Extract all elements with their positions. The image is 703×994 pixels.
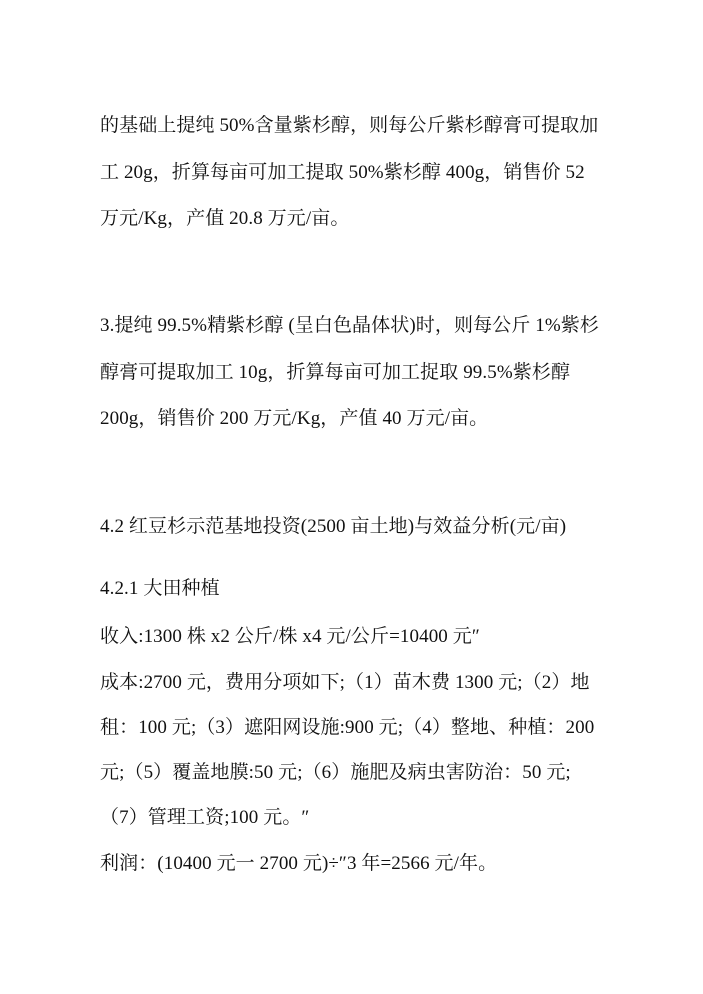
cost-line-1: 成本:2700 元，费用分项如下;（1）苗木费 1300 元;（2）地 [100,672,590,693]
paragraph-1-line-2: 工 20g，折算每亩可加工提取 50%紫杉醇 400g，销售价 52 [100,162,585,183]
paragraph-1-line-1: 的基础上提纯 50%含量紫杉醇，则每公斤紫杉醇膏可提取加 [100,115,599,136]
section-heading: 4.2 红豆杉示范基地投资(2500 亩土地)与效益分析(元/亩) [100,516,567,537]
subsection-heading: 4.2.1 大田种植 [100,578,220,599]
cost-line-3: 元;（5）覆盖地膜:50 元;（6）施肥及病虫害防治：50 元; [100,762,571,783]
profit-line: 利润：(10400 元一 2700 元)÷″3 年=2566 元/年。 [100,853,498,874]
paragraph-2-line-1: 3.提纯 99.5%精紫杉醇 (呈白色晶体状)时，则每公斤 1%紫杉 [100,315,599,336]
cost-line-2: 租：100 元;（3）遮阳网设施:900 元;（4）整地、种植：200 [100,717,595,738]
cost-line-4: （7）管理工资;100 元。″ [100,807,310,828]
income-line: 收入:1300 株 x2 公斤/株 x4 元/公斤=10400 元″ [100,626,480,647]
paragraph-1-line-3: 万元/Kg，产值 20.8 万元/亩。 [100,208,350,229]
paragraph-2-line-3: 200g，销售价 200 万元/Kg，产值 40 万元/亩。 [100,408,489,429]
paragraph-2-line-2: 醇膏可提取加工 10g，折算每亩可加工捉取 99.5%紫杉醇 [100,362,571,383]
